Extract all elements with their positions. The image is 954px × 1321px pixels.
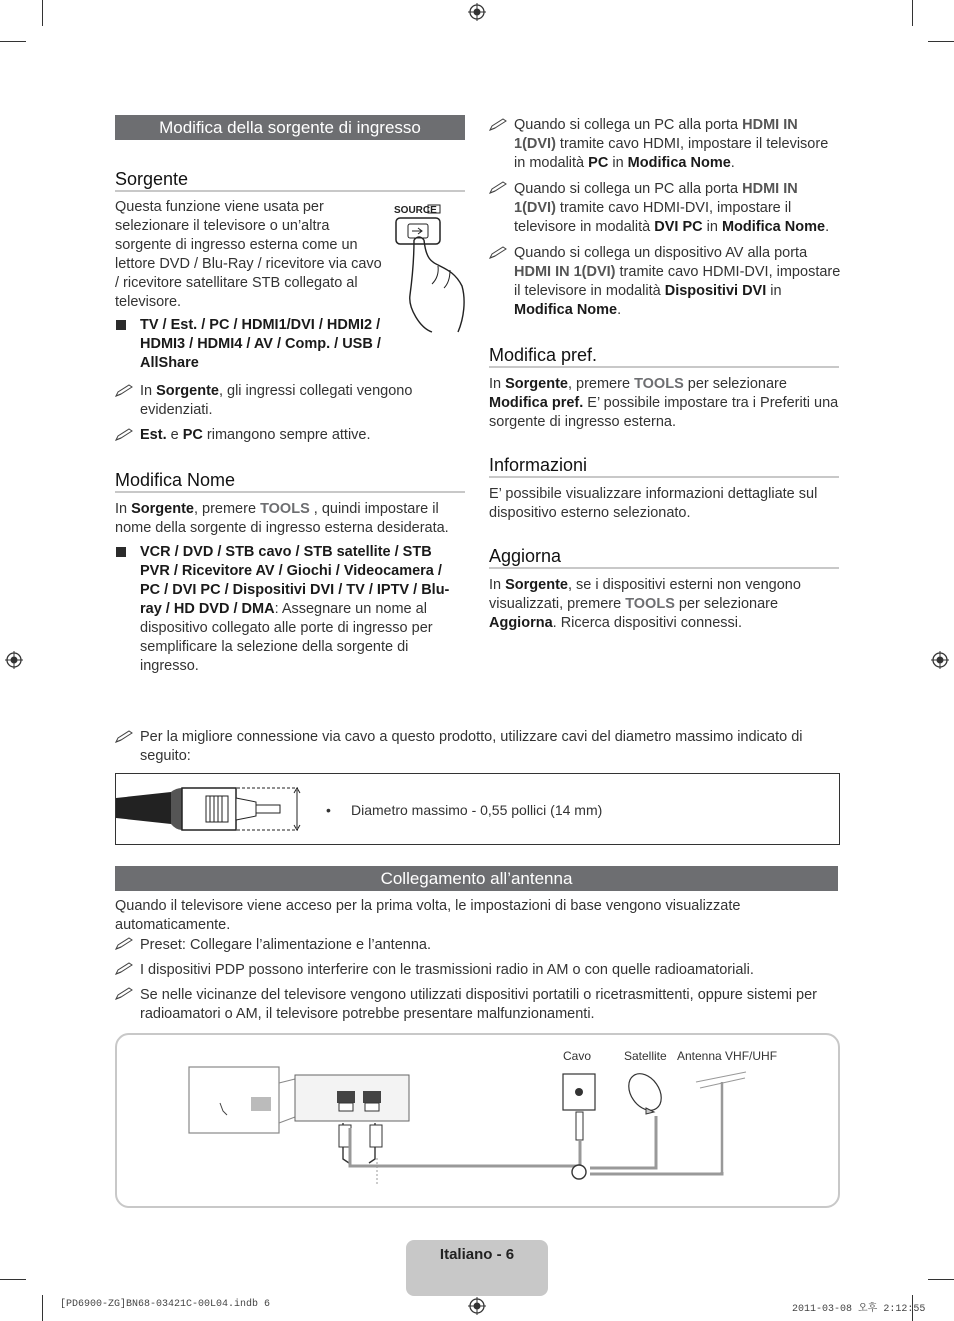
heading-sorgente: Sorgente: [115, 169, 189, 189]
antenna-note-3: Se nelle vicinanze del televisore vengono utilizzati dispositivi portatili o ricetrasmittenti, oppure sistemi per radioamatori o AM, il televisore potrebbe presentare malfunzionamenti.: [140, 987, 817, 1022]
note-pencil-icon: [489, 181, 509, 195]
note-pencil-icon: [489, 118, 509, 132]
remote-source-label: SOURCE: [394, 205, 437, 216]
bullet-dot: •: [326, 802, 331, 818]
cable-diameter-text: Diametro massimo - 0,55 pollici (14 mm): [351, 802, 603, 818]
crop-mark: [0, 1279, 26, 1280]
cable-note: Per la migliore connessione via cavo a questo prodotto, utilizzare cavi del diametro massimo indicato di seguito:: [140, 729, 803, 764]
crop-mark: [42, 1295, 43, 1321]
modifica-nome-text: In Sorgente, premere TOOLS , quindi impostare il nome della sorgente di ingresso esterna desiderata.: [115, 501, 449, 536]
registration-mark-icon: [468, 1297, 486, 1315]
page-number-label: Italiano - 6: [439, 1246, 515, 1263]
note-pencil-icon: [489, 246, 509, 260]
divider: [489, 366, 839, 368]
sorgente-note-1: In Sorgente, gli ingressi collegati vengono evidenziati.: [140, 383, 413, 418]
heading-modifica-pref: Modifica pref.: [489, 345, 598, 365]
sorgente-note-2: Est. e PC rimangono sempre attive.: [140, 427, 371, 443]
crop-mark: [42, 0, 43, 26]
label-cavo: Cavo: [563, 1049, 592, 1063]
heading-informazioni: Informazioni: [489, 455, 588, 475]
antenna-note-1: Preset: Collegare l’alimentazione e l’antenna.: [140, 937, 431, 953]
antenna-note-2: I dispositivi PDP possono interferire con le trasmissioni radio in AM o con quelle radioamatoriali.: [140, 962, 754, 978]
source-list: TV / Est. / PC / HDMI1/DVI / HDMI2 / HDMI3 / HDMI4 / AV / Comp. / USB / AllShare: [140, 317, 381, 371]
file-info: [PD6900-ZG]BN68-03421C-00L04.indb 6: [60, 1299, 271, 1310]
cable-diameter-box: [115, 773, 840, 845]
print-date: 2011-03-08 오후 2:12:55: [792, 1304, 926, 1315]
note-pencil-icon: [115, 987, 135, 1001]
label-antenna-vhf-uhf: Antenna VHF/UHF: [677, 1049, 778, 1063]
heading-aggiorna: Aggiorna: [489, 546, 562, 566]
heading-modifica-nome: Modifica Nome: [115, 470, 236, 490]
crop-mark: [928, 1279, 954, 1280]
antenna-wiring-icon: [340, 1068, 760, 1186]
section-header-input-source: Modifica della sorgente di ingresso: [115, 115, 465, 140]
divider: [489, 476, 839, 478]
right-note-3: Quando si collega un dispositivo AV alla porta HDMI IN 1(DVI) tramite cavo HDMI-DVI, impostare il televisore in modalità Dispositivi DVI in Modifica Nome.: [514, 245, 841, 318]
device-name-list: VCR / DVD / STB cavo / STB satellite / STB PVR / Ricevitore AV / Giochi / Videocamera / PC / DVI PC / Dispositivi DVI / TV / IPTV / Blu-ray / HD DVD / DMA: Assegnare un nome al dispositivo collegato alle porte di ingresso per semplificare la selezione della sorgente di ingresso.: [140, 544, 450, 674]
registration-mark-icon: [931, 651, 949, 669]
divider: [115, 190, 465, 192]
label-satellite: Satellite: [624, 1049, 667, 1063]
aggiorna-text: In Sorgente, se i dispositivi esterni non vengono visualizzati, premere TOOLS per selezionare Aggiorna. Ricerca dispositivi connessi.: [489, 577, 801, 631]
crop-mark: [0, 41, 26, 42]
divider: [115, 491, 465, 493]
crop-mark: [912, 0, 913, 26]
sorgente-intro: Questa funzione viene usata per selezionare il televisore o un’altra sorgente di ingresso esterna come un lettore DVD / Blu-Ray / ricevitore via cavo / ricevitore satellitare STB collegato al televisore.: [115, 199, 382, 310]
bullet-square: [116, 320, 126, 330]
right-note-2: Quando si collega un PC alla porta HDMI IN 1(DVI) tramite cavo HDMI-DVI, impostare il televisore in modalità DVI PC in Modifica Nome.: [514, 181, 830, 235]
section-header-antenna: Collegamento all’antenna: [115, 866, 838, 891]
informazioni-text: E’ possibile visualizzare informazioni dettagliate sul dispositivo esterno selezionato.: [489, 486, 818, 521]
divider: [489, 567, 839, 569]
note-pencil-icon: [115, 730, 135, 744]
modifica-pref-text: In Sorgente, premere TOOLS per selezionare Modifica pref. E’ possibile impostare tra i Preferiti una sorgente di ingresso esterna.: [489, 376, 839, 430]
crop-mark: [928, 41, 954, 42]
note-pencil-icon: [115, 962, 135, 976]
registration-mark-icon: [5, 651, 23, 669]
note-pencil-icon: [115, 428, 135, 442]
note-pencil-icon: [115, 937, 135, 951]
bullet-square: [116, 547, 126, 557]
right-note-1: Quando si collega un PC alla porta HDMI IN 1(DVI) tramite cavo HDMI, impostare il televisore in modalità PC in Modifica Nome.: [514, 117, 829, 171]
cable-plug-icon: [116, 774, 316, 844]
antenna-intro: Quando il televisore viene acceso per la prima volta, le impostazioni di base vengono visualizzate automaticamente.: [115, 898, 741, 933]
note-pencil-icon: [115, 384, 135, 398]
registration-mark-icon: [468, 3, 486, 21]
remote-source-button-icon: [392, 200, 468, 334]
